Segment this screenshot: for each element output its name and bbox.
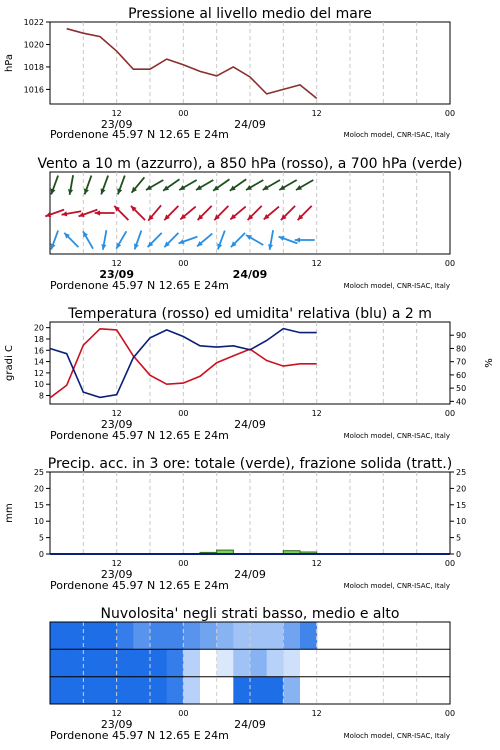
cloud-cell — [50, 649, 67, 676]
cloud-cell — [117, 622, 134, 649]
cloud-cell — [267, 677, 284, 704]
panel-3 — [4, 306, 495, 442]
y-tick-label: 5 — [38, 533, 44, 543]
x-date-label: 23/09 — [100, 568, 133, 581]
location-label: Pordenone 45.97 N 12.65 E 24m — [50, 729, 229, 742]
cloud-cell — [133, 622, 150, 649]
cloud-cell — [200, 649, 217, 676]
y-tick-label: 18 — [33, 334, 44, 344]
y-tick-label: 10 — [33, 380, 44, 390]
cloud-cell — [150, 622, 167, 649]
y-tick-label: 0 — [456, 550, 462, 559]
cloud-cell — [300, 622, 317, 649]
panel-title: Vento a 10 m (azzurro), a 850 hPa (rosso), a 700 hPa (verde) — [37, 156, 463, 172]
plot-frame — [50, 322, 450, 404]
x-date-label: 23/09 — [100, 718, 133, 731]
x-date-label: 23/09 — [100, 418, 133, 431]
y-tick-label: 90 — [456, 331, 467, 341]
panel-title: Temperatura (rosso) ed umidita' relativa (blu) a 2 m — [68, 306, 432, 322]
model-credit: Moloch model, CNR-ISAC, Italy — [343, 432, 450, 440]
cloud-cell — [217, 677, 234, 704]
location-label: Pordenone 45.97 N 12.65 E 24m — [50, 128, 229, 141]
x-tick-label: 00 — [178, 109, 189, 118]
y-tick-label: 10 — [33, 517, 44, 527]
y-tick-label: 60 — [456, 370, 467, 380]
cloud-cell — [267, 622, 284, 649]
panel-4 — [4, 456, 466, 592]
plot-frame — [50, 22, 450, 104]
y-axis-label: gradi C — [4, 345, 15, 381]
y-tick-label: 20 — [33, 484, 44, 494]
x-tick-label: 00 — [178, 559, 189, 568]
cloud-cell — [133, 677, 150, 704]
cloud-cell — [83, 649, 100, 676]
y-tick-label: 0 — [38, 550, 44, 559]
cloud-cell — [200, 677, 217, 704]
cloud-cell — [250, 649, 267, 676]
y-tick-label: 1020 — [23, 40, 44, 50]
model-credit: Moloch model, CNR-ISAC, Italy — [343, 131, 450, 139]
location-label: Pordenone 45.97 N 12.65 E 24m — [50, 579, 229, 592]
y-tick-label: 1016 — [23, 85, 44, 95]
y-tick-label: 70 — [456, 357, 467, 367]
model-credit: Moloch model, CNR-ISAC, Italy — [343, 732, 450, 740]
x-tick-label: 12 — [111, 259, 122, 268]
cloud-cell — [283, 622, 300, 649]
y-tick-label: 14 — [33, 357, 44, 367]
panel-title: Precip. acc. in 3 ore: totale (verde), frazione solida (tratt.) — [47, 456, 453, 472]
x-date-label: 24/09 — [234, 718, 266, 731]
x-tick-label: 12 — [111, 409, 122, 418]
y-tick-label: 16 — [33, 346, 44, 356]
cloud-cell — [267, 649, 284, 676]
y-axis-label: hPa — [4, 53, 15, 73]
cloud-cell — [217, 649, 234, 676]
cloud-cell — [83, 677, 100, 704]
cloud-cell — [250, 677, 267, 704]
cloud-cell — [233, 622, 250, 649]
y-tick-label: 1018 — [23, 62, 44, 72]
cloud-cell — [50, 677, 67, 704]
x-tick-label: 00 — [444, 409, 456, 418]
x-date-label: 24/09 — [234, 418, 266, 431]
cloud-cell — [233, 649, 250, 676]
plot-frame — [50, 472, 450, 554]
x-tick-label: 12 — [111, 559, 122, 568]
cloud-cell — [133, 649, 150, 676]
x-tick-label: 00 — [444, 109, 456, 118]
x-date-label: 23/09 — [100, 118, 133, 131]
panel-title: Pressione al livello medio del mare — [128, 6, 372, 22]
cloud-cell — [200, 622, 217, 649]
y-tick-label: 8 — [38, 391, 44, 401]
y-tick-label: 20 — [33, 323, 44, 333]
y-tick-label: 40 — [456, 397, 467, 407]
y-axis-label: % — [484, 358, 495, 368]
x-tick-label: 12 — [111, 709, 122, 718]
panel-title: Nuvolosita' negli strati basso, medio e alto — [100, 606, 400, 622]
cloud-cell — [100, 649, 117, 676]
x-tick-label: 12 — [111, 109, 122, 118]
x-tick-label: 00 — [444, 709, 456, 718]
cloud-cell — [83, 622, 100, 649]
cloud-cell — [167, 622, 184, 649]
cloud-cell — [100, 677, 117, 704]
y-tick-label: 1022 — [23, 18, 44, 27]
x-tick-label: 12 — [311, 409, 322, 418]
cloud-cell — [233, 677, 250, 704]
panel-1 — [4, 6, 455, 141]
cloud-cell — [117, 649, 134, 676]
x-tick-label: 00 — [178, 709, 189, 718]
y-tick-label: 15 — [33, 500, 44, 510]
model-credit: Moloch model, CNR-ISAC, Italy — [343, 282, 450, 290]
y-tick-label: 5 — [456, 533, 462, 543]
y-axis-label: mm — [4, 503, 15, 523]
y-tick-label: 12 — [33, 368, 44, 378]
location-label: Pordenone 45.97 N 12.65 E 24m — [50, 429, 229, 442]
cloud-cell — [67, 622, 84, 649]
cloud-cell — [217, 622, 234, 649]
x-date-label: 23/09 — [99, 268, 134, 281]
y-tick-label: 10 — [456, 517, 467, 527]
x-tick-label: 12 — [311, 259, 322, 268]
cloud-cell — [183, 649, 200, 676]
cloud-cell — [50, 622, 67, 649]
x-tick-label: 12 — [311, 709, 322, 718]
y-tick-label: 50 — [456, 384, 467, 394]
wind-arrowhead — [79, 212, 85, 217]
y-tick-label: 20 — [456, 484, 467, 494]
cloud-cell — [67, 677, 84, 704]
cloud-cell — [183, 622, 200, 649]
x-date-label: 24/09 — [234, 568, 266, 581]
cloud-cell — [300, 649, 317, 676]
x-date-label: 24/09 — [232, 268, 268, 281]
panel-2 — [37, 156, 462, 292]
x-tick-label: 12 — [311, 109, 322, 118]
x-tick-label: 00 — [444, 559, 456, 568]
cloud-cell — [67, 649, 84, 676]
x-tick-label: 12 — [311, 559, 322, 568]
series-line — [67, 29, 317, 99]
cloud-cell — [150, 649, 167, 676]
cloud-cell — [283, 649, 300, 676]
cloud-cell — [167, 677, 184, 704]
y-tick-label: 25 — [33, 468, 44, 477]
x-date-label: 24/09 — [234, 118, 266, 131]
cloud-cell — [250, 622, 267, 649]
cloud-cell — [150, 677, 167, 704]
cloud-cell — [100, 622, 117, 649]
cloud-cell — [167, 649, 184, 676]
y-tick-label: 25 — [456, 468, 467, 477]
y-tick-label: 15 — [456, 500, 467, 510]
location-label: Pordenone 45.97 N 12.65 E 24m — [50, 279, 229, 292]
cloud-cell — [283, 677, 300, 704]
x-tick-label: 00 — [444, 259, 456, 268]
cloud-cell — [117, 677, 134, 704]
x-tick-label: 00 — [178, 409, 189, 418]
model-credit: Moloch model, CNR-ISAC, Italy — [343, 582, 450, 590]
panel-5 — [50, 606, 455, 742]
y-tick-label: 80 — [456, 344, 467, 354]
x-tick-label: 00 — [178, 259, 189, 268]
cloud-cell — [300, 677, 317, 704]
cloud-cell — [183, 677, 200, 704]
